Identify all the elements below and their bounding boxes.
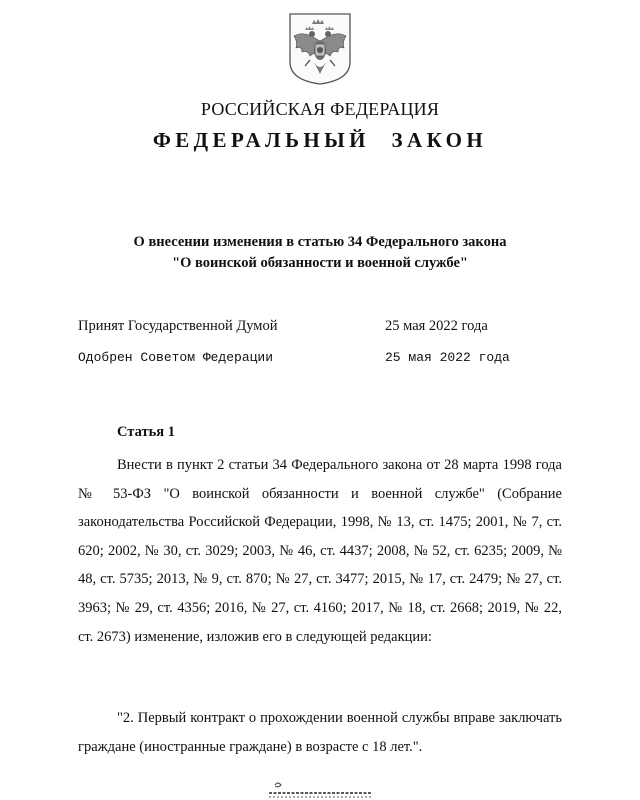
russian-coat-of-arms-icon bbox=[288, 12, 352, 86]
document-type: ФЕДЕРАЛЬНЫЙ ЗАКОН bbox=[152, 128, 488, 152]
article-body bbox=[78, 451, 562, 651]
registration-stamp-icon bbox=[265, 781, 375, 800]
adopted-by-duma-label: Принят Государственной Думой bbox=[78, 318, 278, 334]
law-subject-line-1: О внесении изменения в статью 34 Федерального закона bbox=[133, 234, 507, 250]
adopted-by-duma-date: 25 мая 2022 года bbox=[385, 318, 488, 334]
amendment-quote bbox=[78, 704, 562, 762]
law-subject bbox=[0, 232, 640, 274]
country-name: РОССИЙСКАЯ ФЕДЕРАЦИЯ bbox=[200, 99, 440, 119]
article-body-paragraph: Внести в пункт 2 статьи 34 Федерального закона от 28 марта 1998 года № 53-ФЗ "О воинской обязанности и военной службе" (Собрание законодательства Российской Федерации, 1998, № 13, ст. 1475; 2001, № 7, ст. 620; 2002, № 30, ст. 3029; 2003, № 46, ст. 4437; 2008, № 52, ст. 6235; 2009, № 48, ст. 5735; 2013, № 9, ст. 870; № 27, ст. 3477; 2015, № 17, ст. 2479; № 27, ст. 3963; № 29, ст. 4356; 2016, № 27, ст. 4160; 2017, № 18, ст. 2668; 2019, № 22, ст. 2673) изменение, изложив его в следующей редакции: bbox=[78, 457, 562, 645]
amendment-quote-text: "2. Первый контракт о прохождении военной службы вправе заключать граждане (иностранные граждане) в возрасте с 18 лет.". bbox=[78, 710, 562, 755]
approved-by-federation-council-label: Одобрен Советом Федерации bbox=[78, 350, 274, 365]
approved-by-federation-council-date: 25 мая 2022 года bbox=[385, 350, 510, 365]
law-subject-line-2: "О воинской обязанности и военной службе" bbox=[172, 255, 468, 271]
article-heading: Статья 1 bbox=[117, 424, 175, 440]
